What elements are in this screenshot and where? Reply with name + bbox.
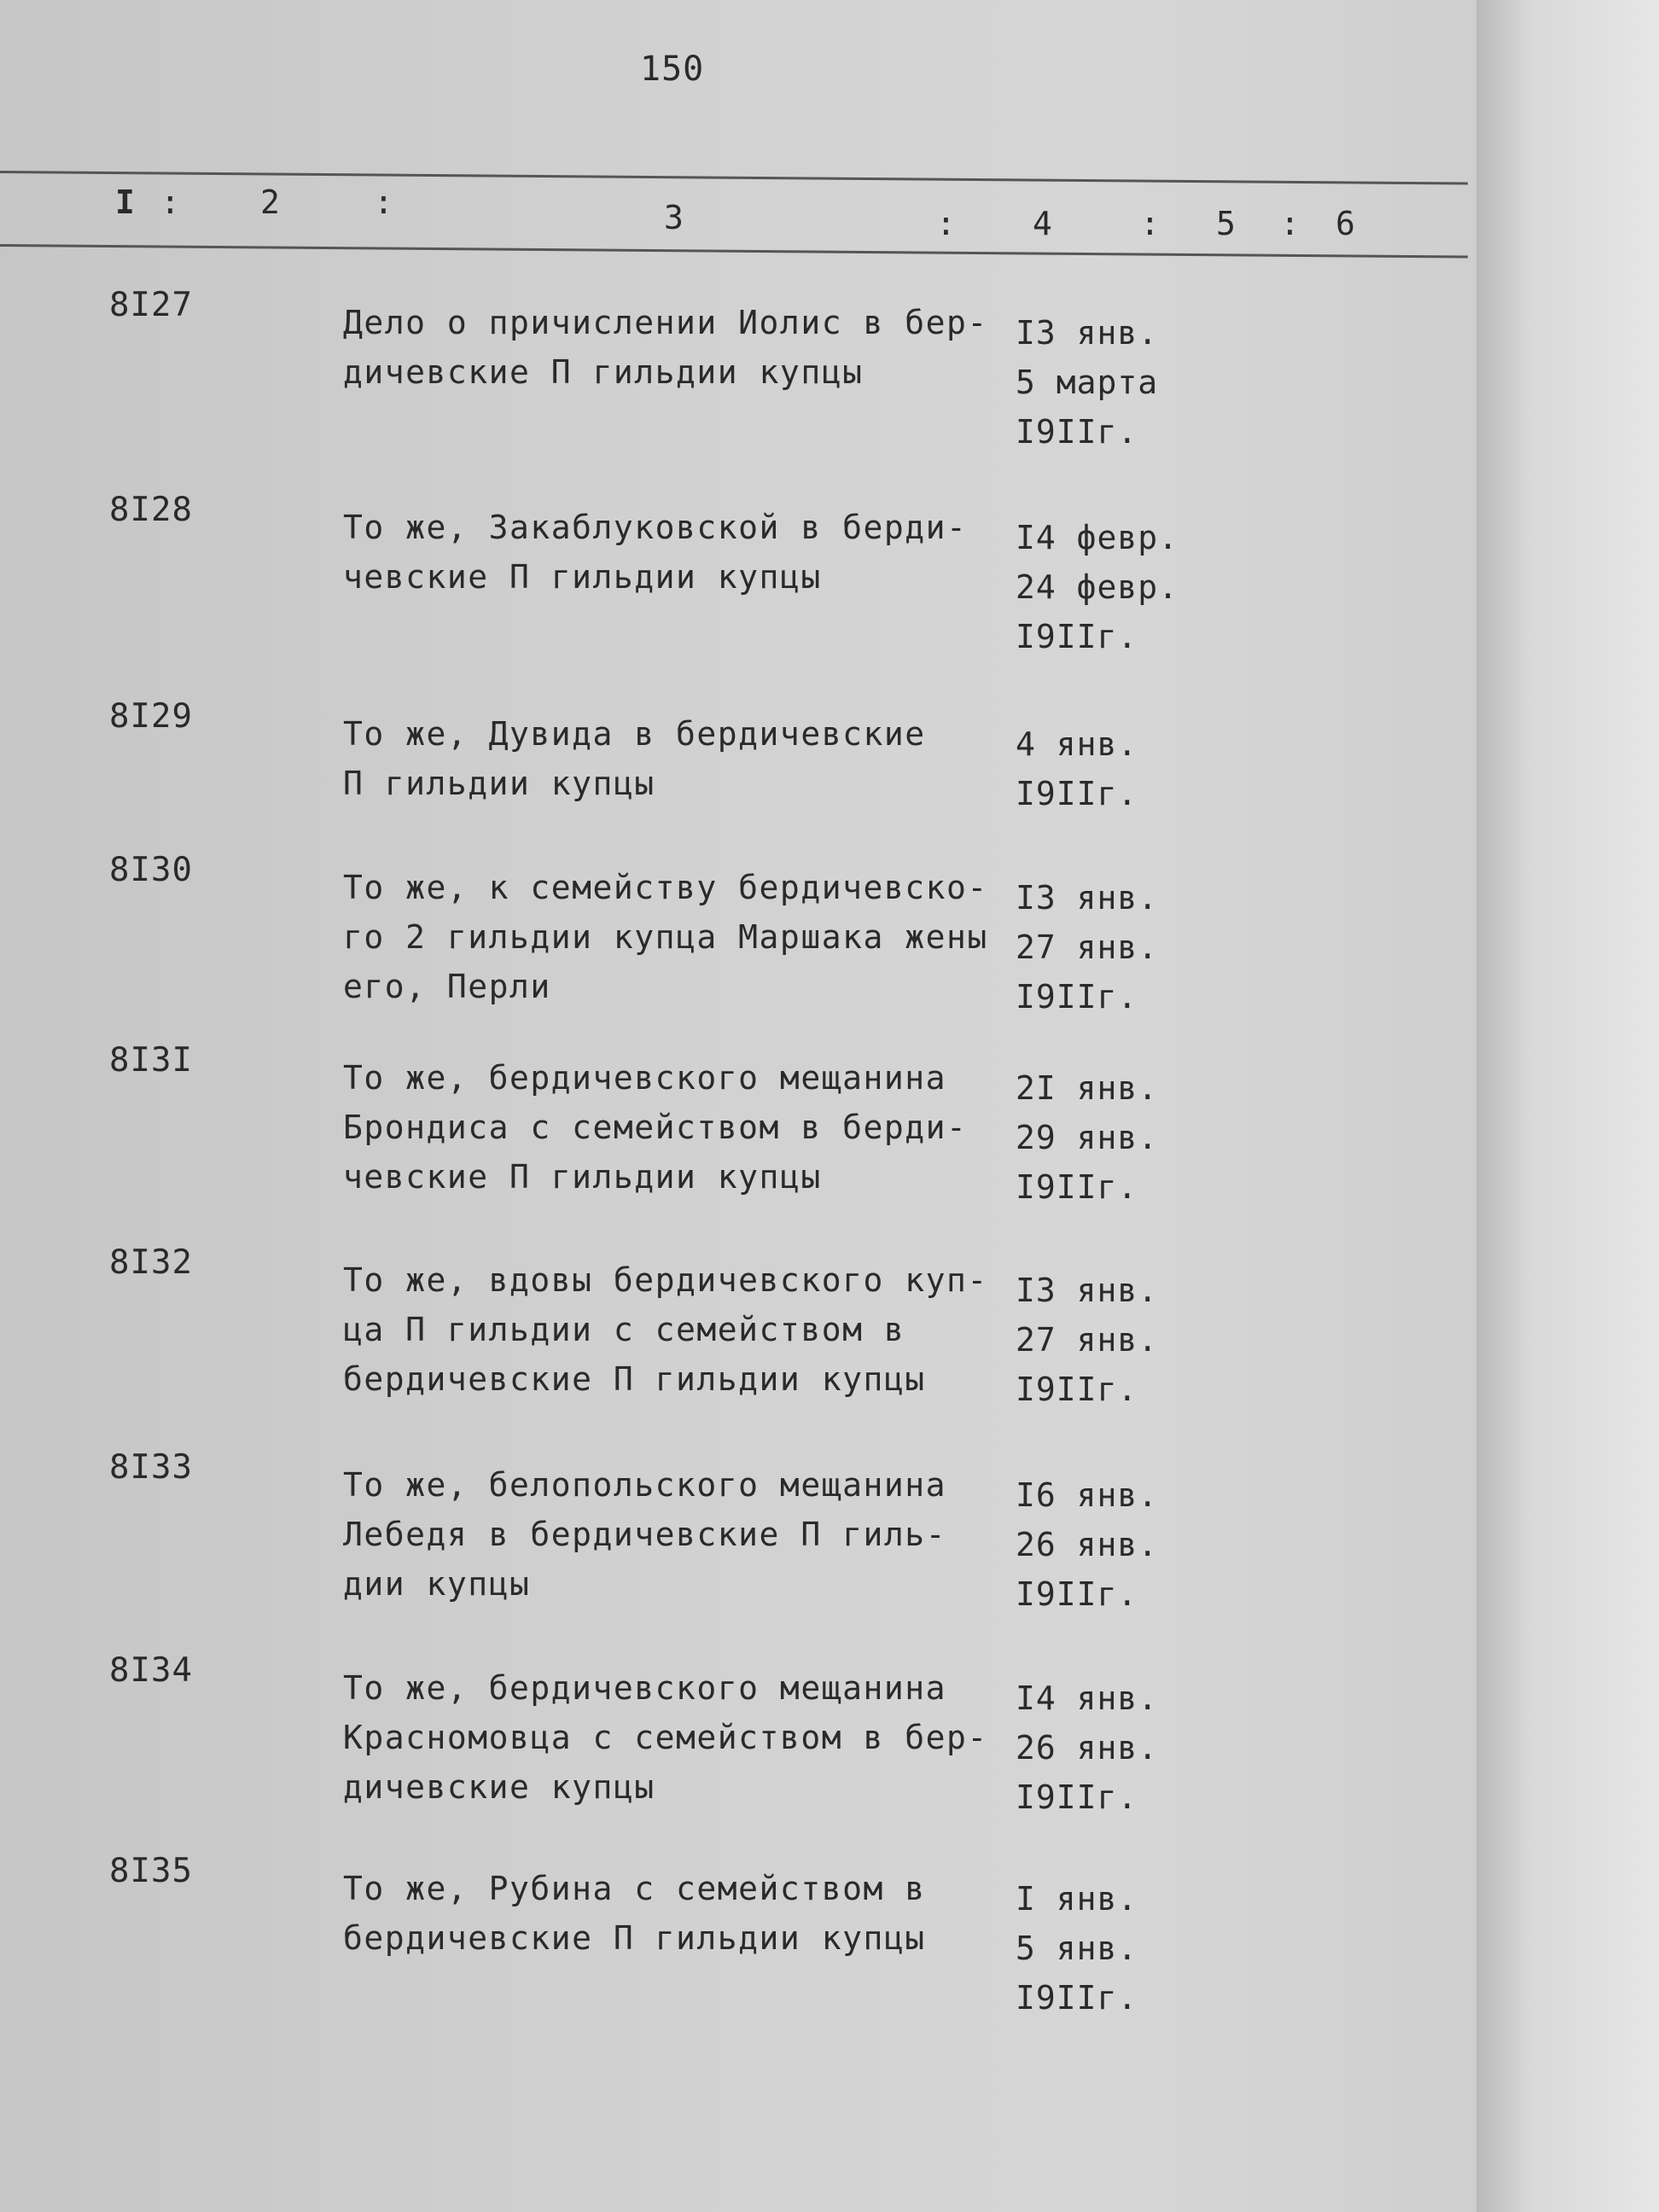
column-header xyxy=(0,183,1468,242)
column-header-2: 2 xyxy=(260,183,280,221)
column-header-1: I xyxy=(115,183,135,221)
entry-description: То же, вдовы бердичевского куп- ца П гильдии с семейством в бердичевские П гильдии купцы xyxy=(343,1261,988,1398)
entry-number: 8I35 xyxy=(109,1852,193,1890)
entry-number: 8I28 xyxy=(109,491,193,529)
date-end: 29 янв. xyxy=(1016,1119,1159,1156)
entry-number: 8I32 xyxy=(109,1243,193,1282)
column-header-5: 5 xyxy=(1216,205,1236,242)
entry-dates xyxy=(1016,1874,1203,2023)
date-start: I3 янв. xyxy=(1016,879,1159,917)
column-separator: : xyxy=(374,183,393,221)
date-start: I6 янв. xyxy=(1016,1476,1159,1514)
date-end: 27 янв. xyxy=(1016,1321,1159,1359)
date-end: 27 янв. xyxy=(1016,928,1159,966)
entry-dates xyxy=(1016,1674,1203,1822)
date-year: I9IIг. xyxy=(1016,978,1138,1016)
date-year: I9IIг. xyxy=(1016,1979,1138,2017)
date-year: I9IIг. xyxy=(1016,413,1138,451)
page-edge xyxy=(1476,0,1659,2212)
entry-number: 8I30 xyxy=(109,851,193,889)
entry-description: То же, белопольского мещанина Лебедя в бердичевские П гиль- дии купцы xyxy=(343,1466,946,1603)
table-header-rule xyxy=(0,244,1468,259)
date-end: 26 янв. xyxy=(1016,1526,1159,1563)
entry-dates xyxy=(1016,873,1203,1022)
entry-dates xyxy=(1016,308,1203,457)
column-separator: : xyxy=(1140,205,1160,242)
entry-description: То же, Рубина с семейством в бердичевские П гильдии купцы xyxy=(343,1870,926,1957)
entry-dates xyxy=(1016,1266,1203,1414)
date-end: 5 янв. xyxy=(1016,1930,1138,1967)
date-year: I9IIг. xyxy=(1016,775,1138,812)
date-start: I4 янв. xyxy=(1016,1679,1159,1717)
date-start: I3 янв. xyxy=(1016,314,1159,352)
date-year: I9IIг. xyxy=(1016,1371,1138,1408)
entry-dates xyxy=(1016,1063,1203,1212)
date-start: 2I янв. xyxy=(1016,1069,1159,1107)
entry-description: То же, бердичевского мещанина Брондиса с семейством в берди- чевские П гильдии купцы xyxy=(343,1059,968,1196)
date-year: I9IIг. xyxy=(1016,1778,1138,1816)
date-year: I9IIг. xyxy=(1016,1575,1138,1613)
column-separator: : xyxy=(1280,205,1300,242)
column-separator: : xyxy=(160,183,180,221)
date-start: I4 февр. xyxy=(1016,519,1179,556)
entry-number: 8I33 xyxy=(109,1448,193,1487)
date-end: 24 февр. xyxy=(1016,568,1179,606)
date-start: 4 янв. xyxy=(1016,725,1138,763)
entry-dates xyxy=(1016,1470,1203,1619)
entry-dates xyxy=(1016,719,1203,818)
column-separator: : xyxy=(936,205,956,242)
entry-number: 8I3I xyxy=(109,1041,193,1080)
date-year: I9IIг. xyxy=(1016,1168,1138,1206)
column-header-4: 4 xyxy=(1033,205,1052,242)
date-start: I3 янв. xyxy=(1016,1272,1159,1309)
entry-number: 8I27 xyxy=(109,286,193,324)
entry-description: Дело о причислении Иолис в бер- дичевские П гильдии купцы xyxy=(343,304,988,391)
date-end: 5 марта xyxy=(1016,364,1159,401)
date-year: I9IIг. xyxy=(1016,618,1138,655)
entry-description: То же, бердичевского мещанина Красномовца с семейством в бер- дичевские купцы xyxy=(343,1669,988,1806)
entry-description: То же, Дувида в бердичевские П гильдии купцы xyxy=(343,715,926,802)
entry-number: 8I34 xyxy=(109,1651,193,1690)
column-header-6: 6 xyxy=(1336,205,1355,242)
page-number: 150 xyxy=(640,49,705,89)
entry-description: То же, к семейству бердичевско- го 2 гильдии купца Маршака жены его, Перли xyxy=(343,869,988,1005)
entry-dates xyxy=(1016,513,1203,661)
date-start: I янв. xyxy=(1016,1880,1138,1918)
column-header-3: 3 xyxy=(664,199,684,236)
date-end: 26 янв. xyxy=(1016,1729,1159,1767)
entry-description: То же, Закаблуковской в берди- чевские П гильдии купцы xyxy=(343,509,968,596)
entry-number: 8I29 xyxy=(109,697,193,736)
